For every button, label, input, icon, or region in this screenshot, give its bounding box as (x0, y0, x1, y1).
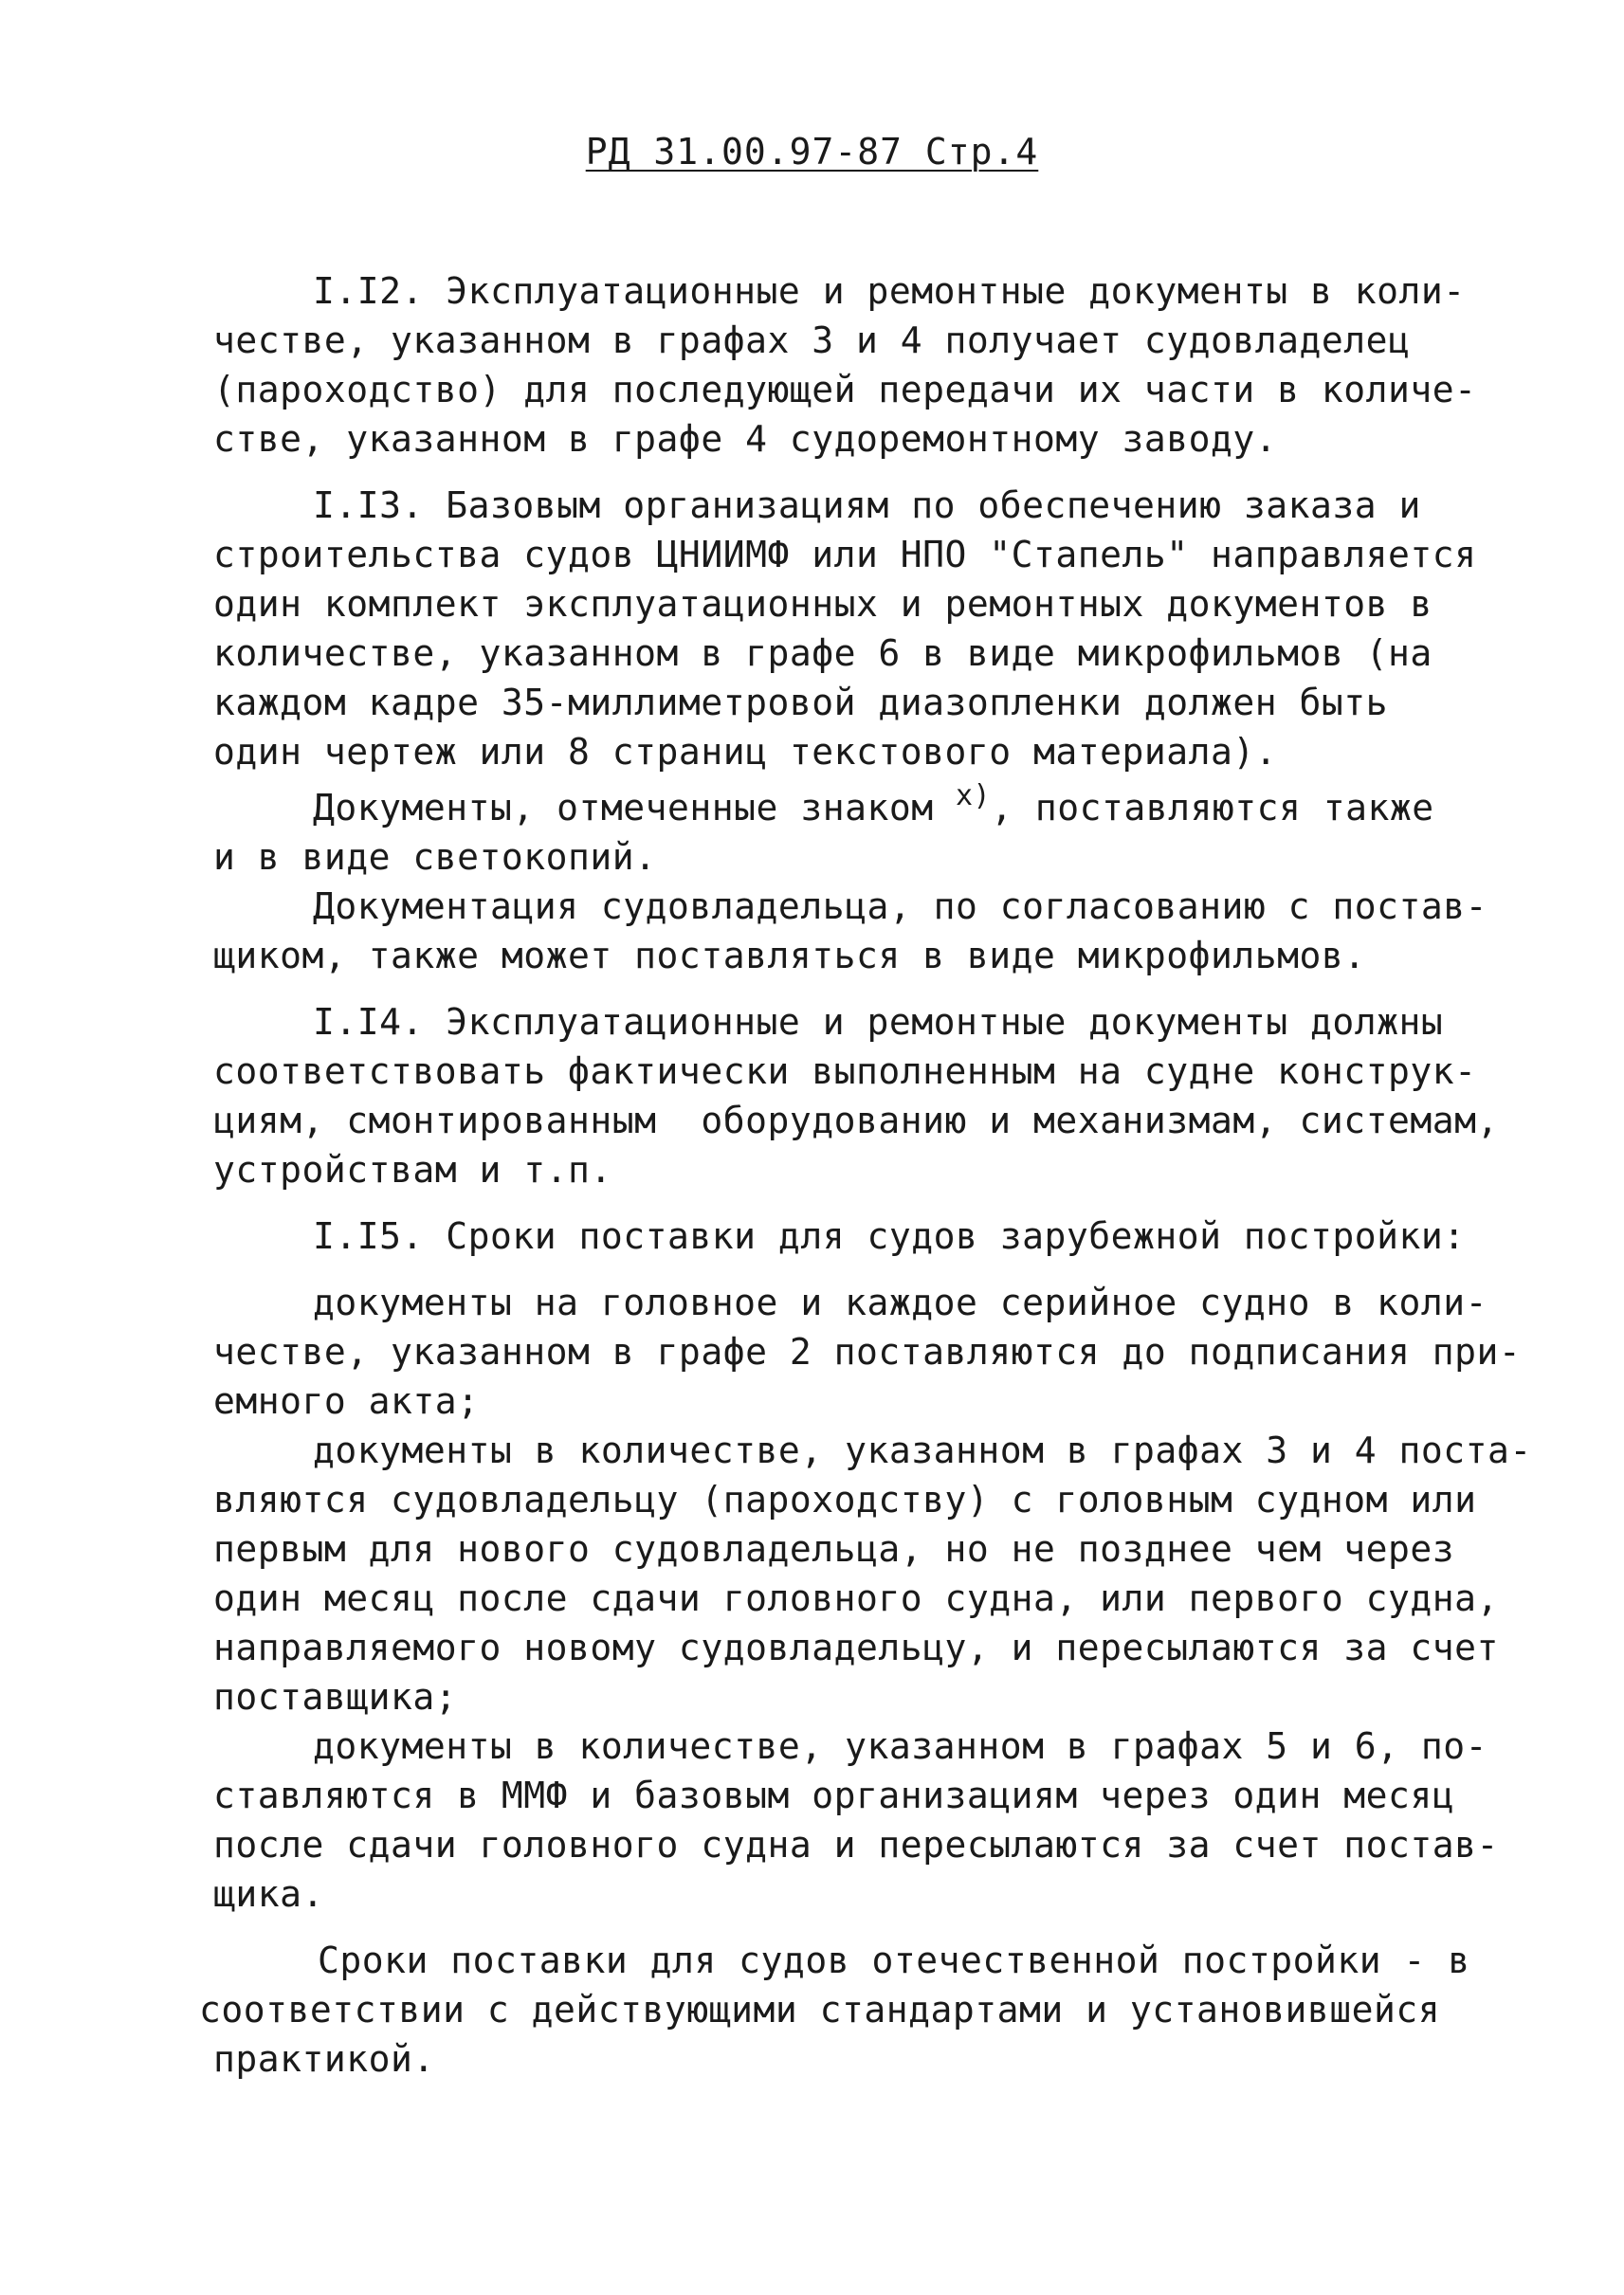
text-line: устройствам и т.п. (213, 1149, 612, 1191)
text-line: честве, указанном в графах 3 и 4 получает судовладелец (213, 319, 1411, 361)
text-line: I.I2. Эксплуатационные и ремонтные документы в коли- (313, 270, 1466, 312)
text-line: один чертеж или 8 страниц текстового материала). (213, 731, 1278, 773)
text-line: щика. (213, 1873, 324, 1915)
text-line: Сроки поставки для судов отечественной постройки - в (318, 1940, 1470, 1981)
text-line: Документация судовладельца, по согласованию с постав- (313, 885, 1488, 927)
text-line (313, 779, 1434, 836)
text-line: вляются судовладельцу (пароходству) с головным судном или (213, 1479, 1477, 1521)
text-line: (пароходство) для последующей передачи их части в количе- (213, 369, 1477, 410)
text-line: документы в количестве, указанном в графах 5 и 6, по- (313, 1725, 1488, 1767)
text-line: строительства судов ЦНИИМФ или НПО "Стапель" направляется (213, 534, 1477, 575)
text-line: I.I3. Базовым организациям по обеспечению заказа и (313, 484, 1421, 526)
text-fragment: Документы, отмеченные знаком (313, 787, 934, 829)
text-line: соответствии с действующими стандартами и установившейся (199, 1989, 1441, 2031)
text-line: честве, указанном в графе 2 поставляются до подписания при- (213, 1331, 1522, 1373)
text-line: соответствовать фактически выполненным на судне конструк- (213, 1050, 1477, 1092)
text-line: практикой. (213, 2038, 435, 2080)
text-line: стве, указанном в графе 4 судоремонтному заводу. (213, 418, 1278, 460)
text-line: поставщика; (213, 1676, 458, 1718)
text-line: после сдачи головного судна и пересылаются за счет постав- (213, 1824, 1499, 1866)
text-fragment: , поставляются также (991, 787, 1434, 829)
text-line: документы на головное и каждое серийное судно в коли- (313, 1282, 1488, 1323)
text-line: емного акта; (213, 1380, 480, 1422)
text-line: I.I5. Сроки поставки для судов зарубежной постройки: (313, 1215, 1466, 1257)
page-header (0, 131, 1624, 173)
text-line: каждом кадре 35-миллиметровой диазопленки должен быть (213, 682, 1389, 723)
text-line: количестве, указанном в графе 6 в виде микрофильмов (на (213, 632, 1432, 674)
text-line: документы в количестве, указанном в графах 3 и 4 поста- (313, 1430, 1532, 1471)
text-line: один месяц после сдачи головного судна, или первого судна, (213, 1577, 1499, 1619)
text-line: щиком, также может поставляться в виде микрофильмов. (213, 935, 1366, 976)
text-line: и в виде светокопий. (213, 836, 657, 878)
text-line: направляемого новому судовладельцу, и пересылаются за счет (213, 1627, 1499, 1668)
footnote-mark: x) (955, 779, 992, 812)
text-line: I.I4. Эксплуатационные и ремонтные документы должны (313, 1001, 1444, 1043)
text-line: циям, смонтированным оборудованию и механизмам, системам, (213, 1100, 1499, 1141)
text-line: первым для нового судовладельца, но не позднее чем через (213, 1528, 1455, 1570)
text-line: ставляются в ММФ и базовым организациям через один месяц (213, 1775, 1455, 1816)
text-line: один комплект эксплуатационных и ремонтных документов в (213, 583, 1432, 625)
document-code: РД 31.00.97-87 Стр.4 (585, 131, 1039, 173)
